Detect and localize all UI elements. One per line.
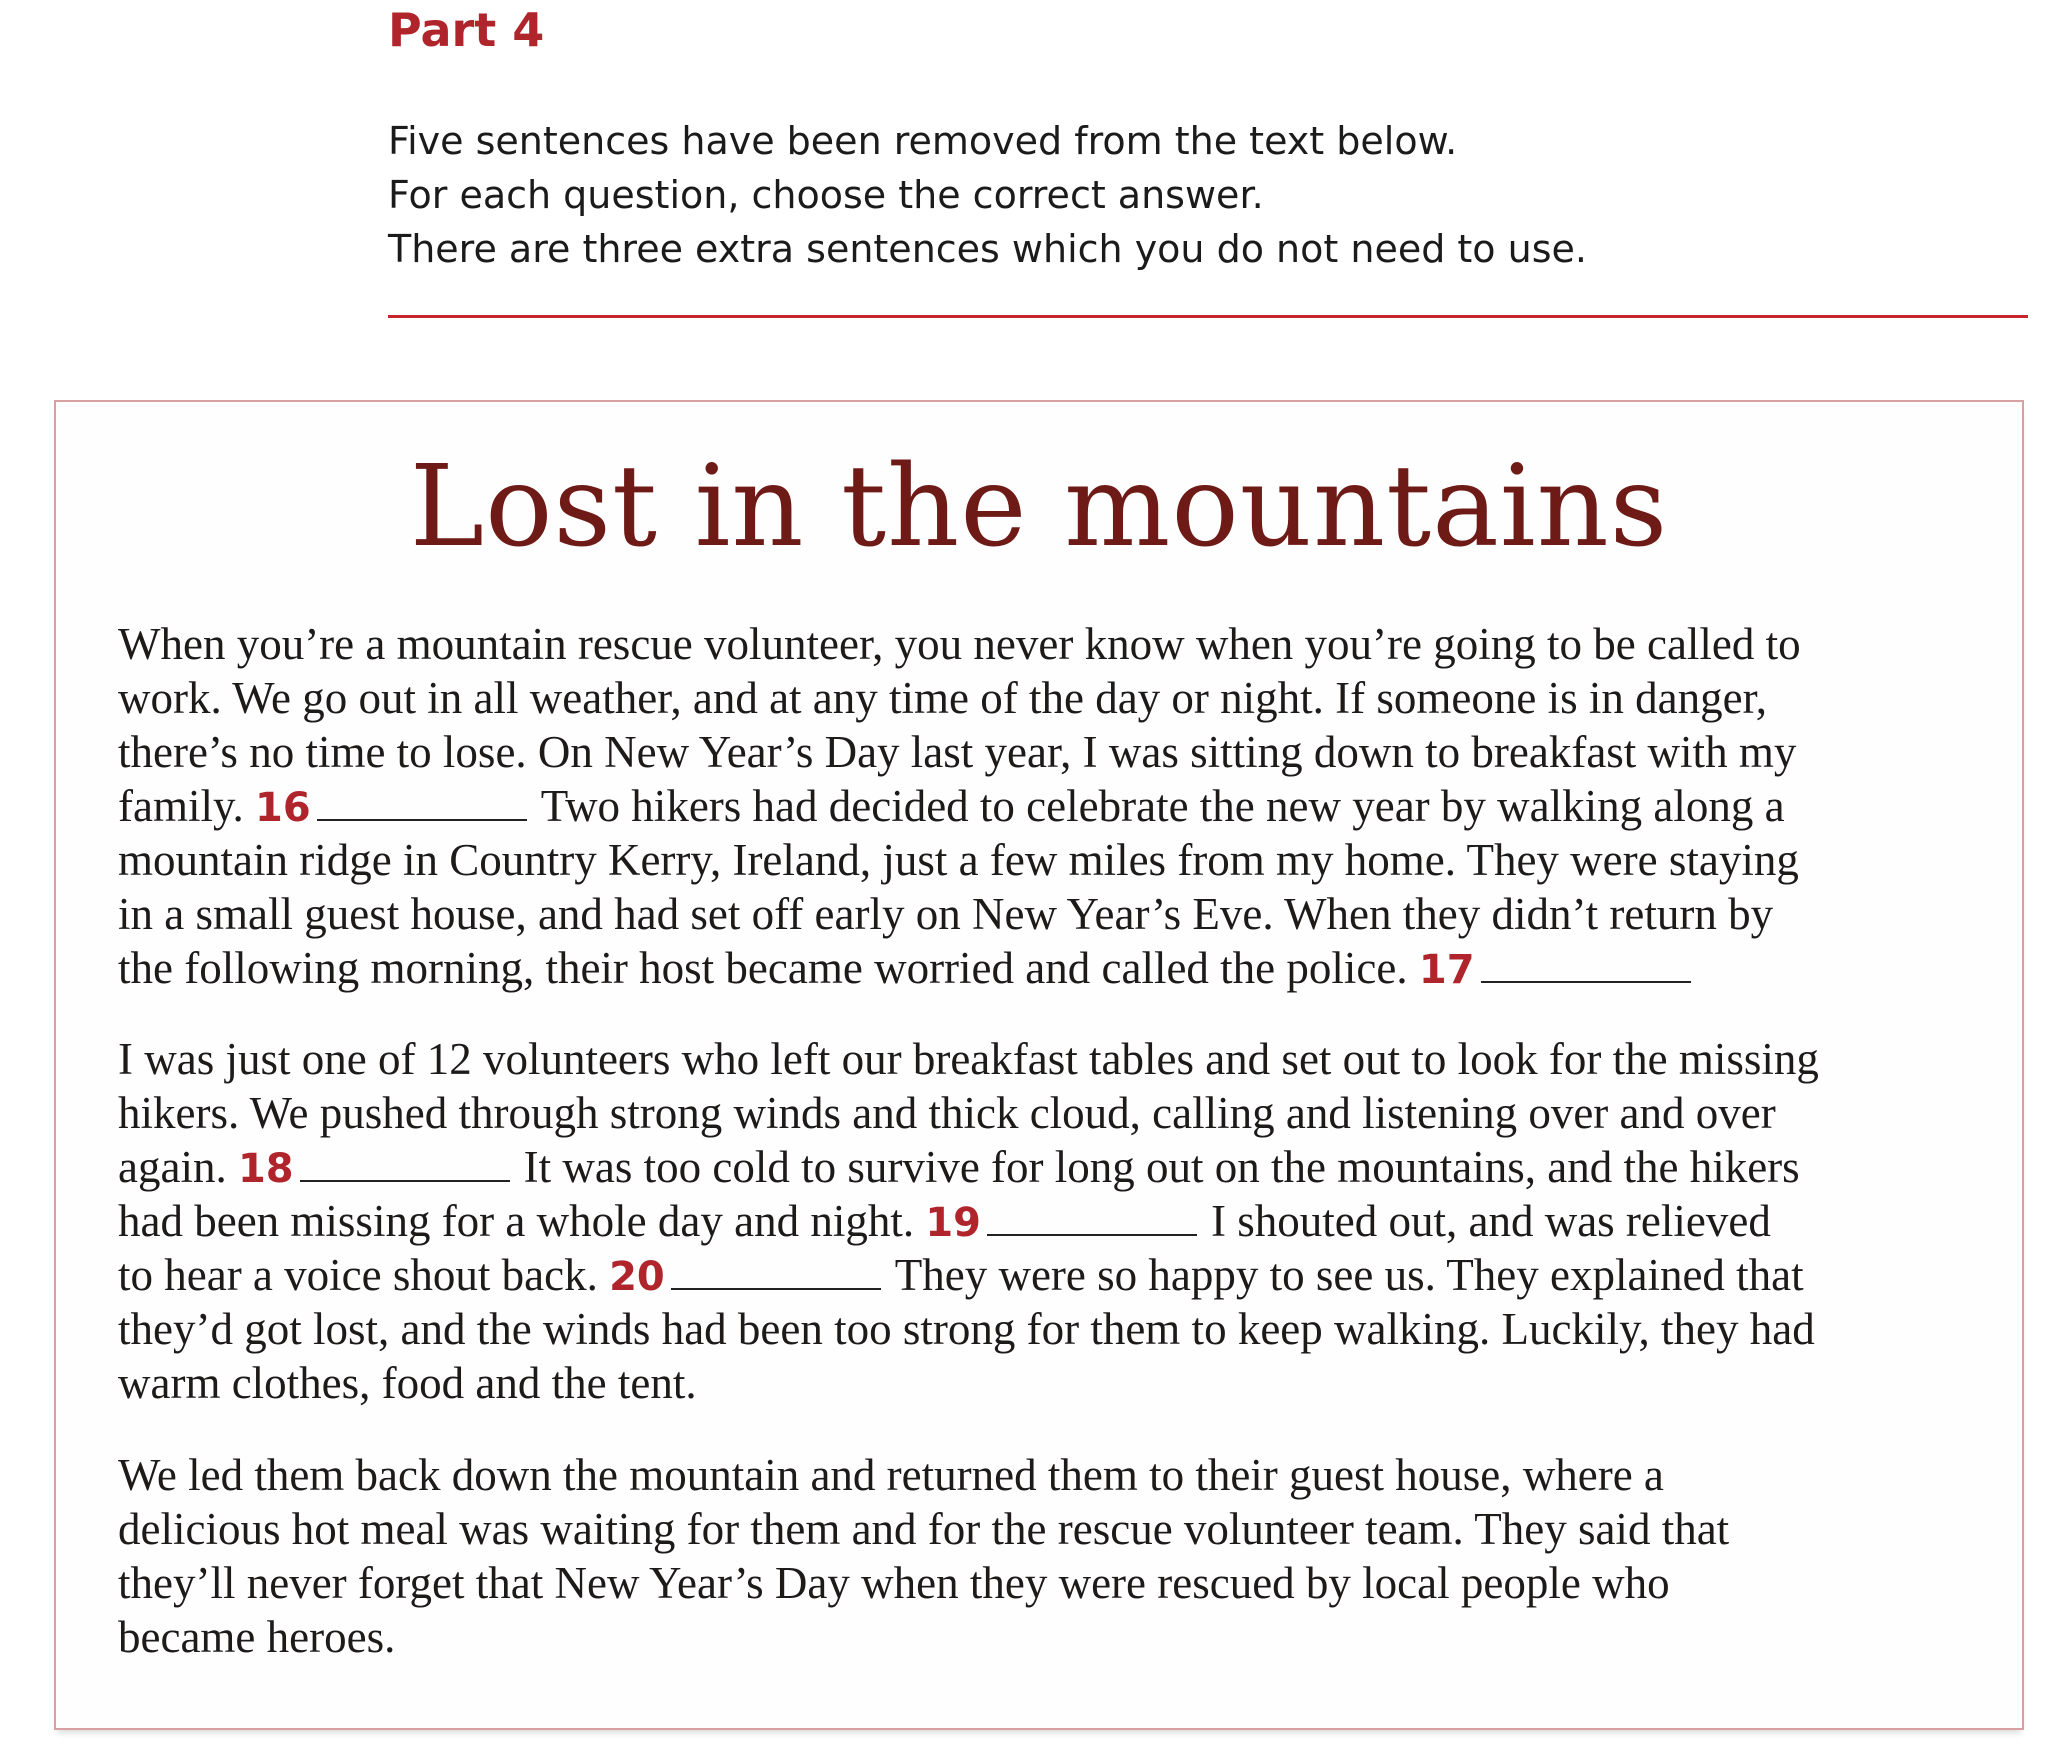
text-segment: to hear a voice shout back. <box>118 1250 598 1300</box>
part-title: Part 4 <box>388 3 545 57</box>
gap-number-20: 20 <box>609 1254 665 1300</box>
article-panel <box>54 400 2024 1730</box>
text-segment: I shouted out, and was relieved <box>1211 1196 1771 1246</box>
gap-blank-17[interactable] <box>1481 953 1691 983</box>
gap-number-16: 16 <box>255 785 311 831</box>
gap-number-19: 19 <box>925 1200 981 1246</box>
paragraph-3 <box>118 1448 1729 1664</box>
gap-number-17: 17 <box>1418 947 1475 993</box>
text-line <box>118 1194 1819 1248</box>
text-line: they’ll never forget that New Year’s Day when they were rescued by local people who <box>118 1558 1670 1608</box>
text-line <box>118 1140 1819 1194</box>
text-line: work. We go out in all weather, and at any time of the day or night. If someone is in danger, <box>118 673 1768 723</box>
text-line: they’d got lost, and the winds had been too strong for them to keep walking. Luckily, they had <box>118 1304 1815 1354</box>
instruction-line: There are three extra sentences which you do not need to use. <box>388 227 1587 271</box>
divider-rule <box>388 315 2028 318</box>
text-line: there’s no time to lose. On New Year’s Day last year, I was sitting down to breakfast with my <box>118 727 1797 777</box>
text-segment: They were so happy to see us. They explained that <box>894 1250 1804 1300</box>
text-line: When you’re a mountain rescue volunteer, you never know when you’re going to be called to <box>118 619 1801 669</box>
text-line: I was just one of 12 volunteers who left our breakfast tables and set out to look for the missing <box>118 1034 1819 1084</box>
gap-blank-19[interactable] <box>987 1206 1197 1236</box>
text-segment: had been missing for a whole day and night. <box>118 1196 915 1246</box>
text-line: delicious hot meal was waiting for them and for the rescue volunteer team. They said that <box>118 1504 1730 1554</box>
text-segment: It was too cold to survive for long out on the mountains, and the hikers <box>523 1142 1800 1192</box>
text-segment: Two hikers had decided to celebrate the new year by walking along a <box>540 781 1785 831</box>
instruction-line: For each question, choose the correct answer. <box>388 173 1264 217</box>
text-line <box>118 1248 1819 1302</box>
paragraph-2 <box>118 1032 1819 1410</box>
text-line: hikers. We pushed through strong winds and thick cloud, calling and listening over and over <box>118 1088 1776 1138</box>
text-line: warm clothes, food and the tent. <box>118 1358 697 1408</box>
instruction-line: Five sentences have been removed from the text below. <box>388 119 1458 163</box>
instructions <box>388 114 2008 276</box>
text-line: We led them back down the mountain and returned them to their guest house, where a <box>118 1450 1664 1500</box>
gap-number-18: 18 <box>237 1146 294 1192</box>
text-line: mountain ridge in Country Kerry, Ireland, just a few miles from my home. They were staying <box>118 835 1799 885</box>
text-segment: the following morning, their host became worried and called the police. <box>118 943 1408 993</box>
article-title: Lost in the mountains <box>409 442 1669 572</box>
gap-blank-16[interactable] <box>317 791 527 821</box>
gap-blank-18[interactable] <box>300 1152 510 1182</box>
text-segment: family. <box>118 781 244 831</box>
text-line: became heroes. <box>118 1612 396 1662</box>
paragraph-1 <box>118 617 1801 995</box>
text-segment: again. <box>118 1142 227 1192</box>
text-line <box>118 779 1801 833</box>
text-line: in a small guest house, and had set off early on New Year’s Eve. When they didn’t return by <box>118 889 1774 939</box>
text-line <box>118 941 1801 995</box>
gap-blank-20[interactable] <box>671 1260 881 1290</box>
